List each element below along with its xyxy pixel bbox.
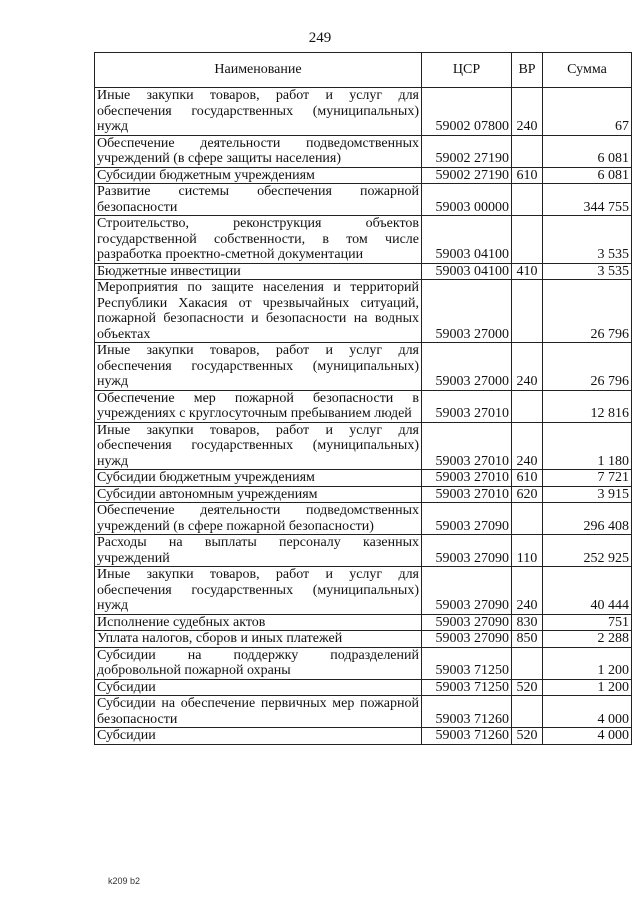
table-row [95,503,632,535]
row-csr-cell: 59003 27000 [422,343,512,391]
row-vr-cell: 110 [512,535,543,567]
row-name-cell: Субсидии бюджетным учреждениям [95,470,422,487]
header-csr: ЦСР [422,53,512,88]
table-row [95,88,632,136]
row-name-cell: Субсидии на обеспечение первичных мер пожарной безопасности [95,696,422,728]
row-name-cell: Субсидии бюджетным учреждениям [95,167,422,184]
row-vr-cell [512,135,543,167]
row-vr-cell: 240 [512,422,543,470]
row-sum-cell: 344 755 [543,184,632,216]
row-vr-cell: 610 [512,470,543,487]
row-vr-cell: 850 [512,631,543,648]
table-row [95,647,632,679]
table-row [95,728,632,745]
row-vr-cell [512,503,543,535]
table-row [95,422,632,470]
row-vr-cell: 520 [512,728,543,745]
row-vr-cell: 620 [512,486,543,503]
row-vr-cell [512,647,543,679]
row-name-cell: Обеспечение деятельности подведомственных учреждений (в сфере пожарной безопасности) [95,503,422,535]
row-name-cell: Иные закупки товаров, работ и услуг для обеспечения государственных (муниципальных) нужд [95,88,422,136]
row-sum-cell: 296 408 [543,503,632,535]
row-vr-cell: 240 [512,567,543,615]
row-csr-cell: 59003 04100 [422,216,512,264]
row-csr-cell: 59002 27190 [422,135,512,167]
row-sum-cell: 40 444 [543,567,632,615]
row-name-cell: Субсидии на поддержку подразделений добровольной пожарной охраны [95,647,422,679]
table-row [95,696,632,728]
row-sum-cell: 1 200 [543,647,632,679]
row-name-cell: Бюджетные инвестиции [95,263,422,280]
table-row [95,470,632,487]
row-name-cell: Иные закупки товаров, работ и услуг для обеспечения государственных (муниципальных) нужд [95,567,422,615]
header-vr: ВР [512,53,543,88]
header-sum: Сумма [543,53,632,88]
row-sum-cell: 1 200 [543,679,632,696]
row-sum-cell: 4 000 [543,728,632,745]
table-row [95,679,632,696]
row-sum-cell: 26 796 [543,280,632,343]
table-row [95,263,632,280]
row-csr-cell: 59003 27090 [422,567,512,615]
row-sum-cell: 2 288 [543,631,632,648]
footer-code: k209 b2 [108,876,141,886]
row-csr-cell: 59003 71260 [422,696,512,728]
row-sum-cell: 67 [543,88,632,136]
row-sum-cell: 1 180 [543,422,632,470]
row-name-cell: Уплата налогов, сборов и иных платежей [95,631,422,648]
row-name-cell: Мероприятия по защите населения и территорий Республики Хакасия от чрезвычайных ситуаций, пожарной безопасности и безопасности на водных объектах [95,280,422,343]
table-row [95,390,632,422]
row-csr-cell: 59003 71260 [422,728,512,745]
row-sum-cell: 7 721 [543,470,632,487]
row-name-cell: Субсидии [95,728,422,745]
row-vr-cell: 520 [512,679,543,696]
row-vr-cell [512,280,543,343]
row-csr-cell: 59002 07800 [422,88,512,136]
row-sum-cell: 252 925 [543,535,632,567]
row-name-cell: Строительство, реконструкция объектов государственной собственности, в том числе разработка проектно-сметной документации [95,216,422,264]
row-vr-cell [512,390,543,422]
row-vr-cell [512,216,543,264]
row-vr-cell [512,184,543,216]
budget-table [94,52,632,745]
table-row [95,135,632,167]
row-name-cell: Расходы на выплаты персоналу казенных учреждений [95,535,422,567]
row-name-cell: Исполнение судебных актов [95,614,422,631]
row-csr-cell: 59003 27010 [422,470,512,487]
row-sum-cell: 6 081 [543,135,632,167]
row-csr-cell: 59003 27090 [422,614,512,631]
row-csr-cell: 59003 27090 [422,535,512,567]
row-name-cell: Обеспечение деятельности подведомственных учреждений (в сфере защиты населения) [95,135,422,167]
row-csr-cell: 59003 27000 [422,280,512,343]
row-name-cell: Иные закупки товаров, работ и услуг для обеспечения государственных (муниципальных) нужд [95,343,422,391]
table-header-row [95,53,632,88]
row-csr-cell: 59002 27190 [422,167,512,184]
header-name: Наименование [95,53,422,88]
row-vr-cell [512,696,543,728]
row-sum-cell: 12 816 [543,390,632,422]
row-name-cell: Развитие системы обеспечения пожарной безопасности [95,184,422,216]
row-csr-cell: 59003 27010 [422,422,512,470]
table-row [95,567,632,615]
row-csr-cell: 59003 71250 [422,647,512,679]
row-csr-cell: 59003 27090 [422,631,512,648]
row-vr-cell: 240 [512,88,543,136]
row-name-cell: Иные закупки товаров, работ и услуг для обеспечения государственных (муниципальных) нужд [95,422,422,470]
page-number: 249 [308,30,332,46]
row-sum-cell: 26 796 [543,343,632,391]
row-sum-cell: 4 000 [543,696,632,728]
table-row [95,486,632,503]
row-csr-cell: 59003 27010 [422,486,512,503]
row-csr-cell: 59003 00000 [422,184,512,216]
table-row [95,167,632,184]
table-row [95,184,632,216]
row-vr-cell: 610 [512,167,543,184]
row-csr-cell: 59003 27010 [422,390,512,422]
table-row [95,343,632,391]
row-sum-cell: 3 915 [543,486,632,503]
row-name-cell: Субсидии автономным учреждениям [95,486,422,503]
row-vr-cell: 410 [512,263,543,280]
row-csr-cell: 59003 71250 [422,679,512,696]
table-row [95,280,632,343]
row-name-cell: Субсидии [95,679,422,696]
row-sum-cell: 3 535 [543,263,632,280]
table-row [95,216,632,264]
row-csr-cell: 59003 27090 [422,503,512,535]
table-row [95,614,632,631]
row-vr-cell: 830 [512,614,543,631]
table-row [95,535,632,567]
row-sum-cell: 3 535 [543,216,632,264]
table-row [95,631,632,648]
row-vr-cell: 240 [512,343,543,391]
row-csr-cell: 59003 04100 [422,263,512,280]
row-name-cell: Обеспечение мер пожарной безопасности в учреждениях с круглосуточным пребыванием людей [95,390,422,422]
row-sum-cell: 6 081 [543,167,632,184]
row-sum-cell: 751 [543,614,632,631]
